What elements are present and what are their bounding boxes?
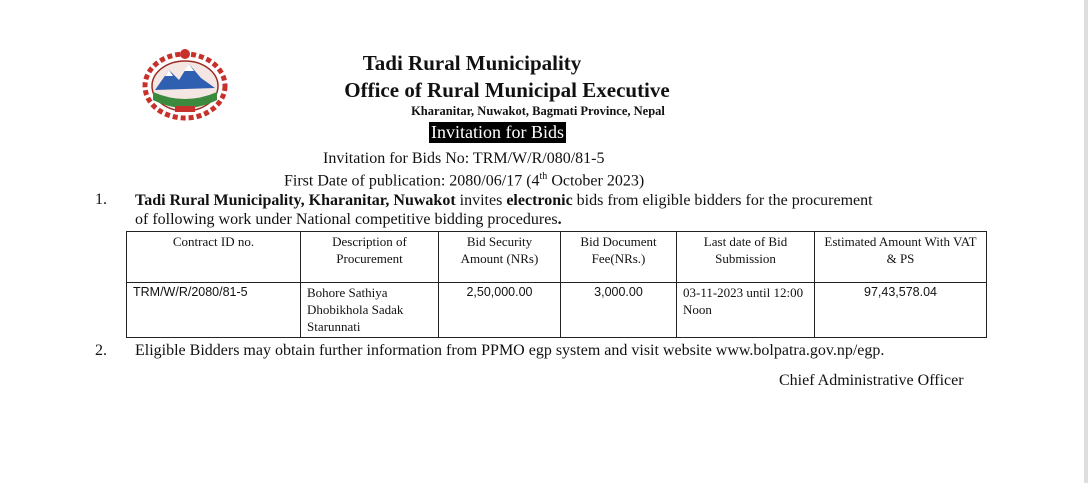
- header-estimated-amount: Estimated Amount With VAT & PS: [815, 232, 987, 283]
- signatory-title: Chief Administrative Officer: [779, 372, 964, 389]
- item-1-line-2: [135, 210, 990, 229]
- header-description: Description of Procurement: [301, 232, 439, 283]
- municipality-title: Tadi Rural Municipality: [362, 51, 582, 75]
- bid-reference-number: Invitation for Bids No: TRM/W/R/080/81-5: [323, 150, 605, 167]
- item-1-text-a: invites: [455, 192, 507, 209]
- header-last-date: Last date of Bid Submission: [677, 232, 815, 283]
- cell-bid-security: 2,50,000.00: [439, 283, 561, 338]
- item-1-lead: Tadi Rural Municipality, Kharanitar, Nuwakot: [135, 192, 456, 209]
- office-address: Kharanitar, Nuwakot, Bagmati Province, Nepal: [411, 104, 665, 118]
- header-contract-id: Contract ID no.: [127, 232, 301, 283]
- item-1-number: 1.: [95, 191, 107, 208]
- item-2-paragraph: Eligible Bidders may obtain further information from PPMO egp system and visit website www.bolpatra.gov.np/egp.: [135, 342, 885, 359]
- cell-description: Bohore Sathiya Dhobikhola Sadak Starunnati: [301, 283, 439, 338]
- publication-date-rest: October 2023): [547, 172, 645, 190]
- cell-document-fee: 3,000.00: [561, 283, 677, 338]
- header-document-fee: Bid Document Fee(NRs.): [561, 232, 677, 283]
- item-1-text-c: of following work under National competitive bidding procedures: [135, 211, 558, 228]
- office-title: Office of Rural Municipal Executive: [344, 78, 670, 102]
- publication-date: [284, 171, 644, 190]
- item-1-electronic: electronic: [506, 192, 573, 209]
- item-1-period: .: [557, 211, 562, 228]
- cell-estimated-amount: 97,43,578.04: [815, 283, 987, 338]
- invitation-banner: Invitation for Bids: [431, 122, 564, 142]
- page-edge: [1084, 0, 1088, 483]
- item-2-number: 2.: [95, 342, 107, 359]
- table-row: [127, 283, 987, 338]
- cell-contract-id: TRM/W/R/2080/81-5: [127, 283, 301, 338]
- item-1-paragraph: [135, 191, 990, 229]
- bid-table-header-row: [127, 232, 987, 283]
- nepal-emblem-icon: [139, 46, 231, 122]
- header-bid-security: Bid Security Amount (NRs): [439, 232, 561, 283]
- publication-date-prefix: First Date of publication: 2080/06/17 (4: [284, 172, 540, 190]
- cell-last-date: 03-11-2023 until 12:00 Noon: [677, 283, 815, 338]
- item-1-text-b: bids from eligible bidders for the procurement: [572, 192, 873, 209]
- publication-date-suffix-th: th: [539, 171, 548, 182]
- bid-table: [126, 231, 987, 338]
